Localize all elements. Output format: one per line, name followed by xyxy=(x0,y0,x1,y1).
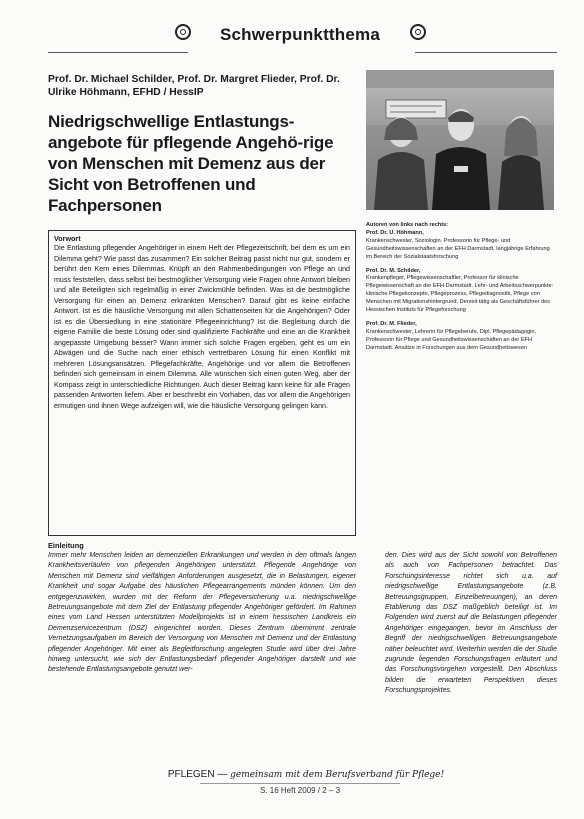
footer-slogan xyxy=(156,769,456,780)
header-rule-left xyxy=(48,52,188,53)
introduction-column-2: den. Dies wird aus der Sicht sowohl von Betroffenen als auch von Fachpersonen betrachtet. Das Forschungsinteresse richtet sich u.a. auf niedrigschwellige Entlastungsangebote (z.B. Betreuungsgruppen, Einzelbetreuungen), an deren Etablierung das DSZ maßgeblich beteiligt ist. Im Folgenden wird zuerst auf die Belastungen pflegender Angehöriger eingegangen, bevor im Anschluss der Begriff der niedrigschwelligen Betreuungsangebote näher beleuchtet wird. Weiterhin werden die der Studie zugrunde liegenden Forschungsfragen erläutert und das Forschungsvorgehen vorgestellt. Den Abschluss bilden die erwarteten Perspektiven dieses Forschungsprojektes. xyxy=(385,552,557,695)
authors-photo-graphic xyxy=(366,70,554,210)
caption-text: Krankenpfleger, Pflegewissenschaftler, Professor für klinische Pflegewissenschaft an der EFH Darmstadt. Lehr- und Arbeitsschwerpunkte: klinische Pflegekonzepte, Pflegeprozess, Pflegediagnostik, Pflege von Menschen mit Migrationshintergrund. Derzeit tätig als Geschäftsführer des Hessischen Instituts für Pflegeforschung xyxy=(366,275,554,314)
introduction-column-1: Immer mehr Menschen leiden an demenziellen Erkrankungen und werden in den oftmals langen Krankheitsverläufen von pflegenden Angehörigen unterstützt. Pflegende Angehörige von Menschen mit Demenz sind vielfältigen Anforderungen ausgesetzt, die in Belastungen, eigener Krankheit und sogar Aufgabe des häuslichen Pflegearrangements münden können. Um den entgegenzuwirken, wurden mit der Reform der Pflegeversicherung u.a. niedrigschwellige Betreuungsangebote mit dem Ziel der Entlastung pflegender Angehöriger gefördert. Im Rahmen eines vom Land Hessen unterstützten Modellprojekts ist in einem hessischen Landkreis ein Demenzservicezentrum (DSZ) eingerichtet worden. Dieses Zentrum übernimmt zentrale Vernetzungsaufgaben im Bereich der Versorgung von Menschen mit Demenz und der Entlastung pflegender Angehöriger. Mit einer als Begleitforschung angelegten Studie wird über drei Jahre hinweg untersucht, wie sich der Entlastungsbedarf pflegender Angehöriger darstellt und wie bestehende Entlastungsangebote genutzt wer- xyxy=(48,552,356,674)
caption-name: Prof. Dr. U. Höhmann, xyxy=(366,229,424,236)
caption-text: Krankenschwester, Lehrerin für Pflegeberufe, Dipl. Pflegepädagogin, Professorin für Pflege und Gesundheitswissenschaften an der EFH Darmstadt. Ansätze in Forschungen aus dem Gesundheitswesen xyxy=(366,328,537,351)
caption-text: Krankenschwester, Soziologin. Professorin für Pflege- und Gesundheitswissenschaften an der EFH Darmstadt, langjährige Erfahrung im Bereich der Sozialstaatsforschung xyxy=(366,237,550,260)
header-rule-right xyxy=(415,52,557,53)
foreword-heading: Vorwort xyxy=(54,234,81,243)
footer-tagline: gemeinsam mit dem Berufsverband für Pflege! xyxy=(230,770,445,780)
footer-brand: PFLEGEN — xyxy=(167,769,228,780)
caption-flieder xyxy=(366,321,556,353)
author-captions xyxy=(366,222,556,359)
captions-heading: Autoren von links nach rechts: xyxy=(366,222,449,228)
article-title: Niedrigschwellige Entlastungs-angebote für pflegende Angehö-rige von Menschen mit Demenz aus der Sicht von Betroffenen und Fachpersonen xyxy=(48,112,334,215)
page-number: S. 16 Heft 2009 / 2 – 3 xyxy=(259,786,341,795)
introduction-heading: Einleitung xyxy=(48,541,84,550)
foreword-box xyxy=(48,230,356,536)
caption-name: Prof. Dr. M. Schilder, xyxy=(366,267,421,274)
author-line: Prof. Dr. Michael Schilder, Prof. Dr. Margret Flieder, Prof. Dr. Ulrike Höhmann, EFHD / HessIP xyxy=(48,74,340,98)
caption-schilder xyxy=(366,268,556,315)
caption-name: Prof. Dr. M. Flieder, xyxy=(366,320,417,327)
section-title: Schwerpunktthema xyxy=(219,25,380,44)
authors-photo xyxy=(366,70,554,210)
caption-hoehmann xyxy=(366,230,556,262)
footer-rule xyxy=(200,783,400,784)
foreword-text: Die Entlastung pflegender Angehöriger in einem Heft der Pflegezeitschrift, bei dem es um ein Dilemma geht? Wie passt das zusammen? Ein solcher Beitrag passt nicht nur gut, sondern er berührt den Kern eines Dilemmas. Knüpft an den Rahmenbedingungen von Pflege an und muss feststellen, dass selbst bei bestmöglicher Versorgung viele Fragen ohne Antwort bleiben und alle Beteiligten sich regelmäßig in einer Zwickmühle befinden. Was ist die bestmögliche Versorgung für einen an Demenz erkrankten Menschen? Darauf gibt es keine einfache Antwort. Ist es die häusliche Versorgung mit allen Schattenseiten für die Angehörigen? Oder ist es die Übersiedlung in eine stationäre Pflegeeinrichtung? Ist die Begleitung durch die eigene Familie die beste Lösung oder sind qualifizierte Fachkräfte und eine an die Krankheit angepasste Umgebung besser? Wann immer sich solche Fragen ergeben, geht es um ein Abwägen und die Suche nach einer ethisch vertretbaren Lösung für einen Konflikt mit mehreren Lösungsansätzen. Pflegefachkräfte, Angehörige und vor allem die Betroffenen befinden sich gemeinsam in einem Dilemma. Alle wünschen sich einen guten Weg, aber der Kompass zeigt in unterschiedliche Richtungen. Auch dieser Beitrag kann keine für alle Fragen passenden Antworten liefern. Aber er beschreibt ein Vorhaben, das vor allem die Angehörigen ermutigen und ihnen Wege aufzeigen will, wie die häusliche Versorgung gelingen kann. xyxy=(54,244,350,410)
header-ornament-right-icon xyxy=(410,24,426,40)
